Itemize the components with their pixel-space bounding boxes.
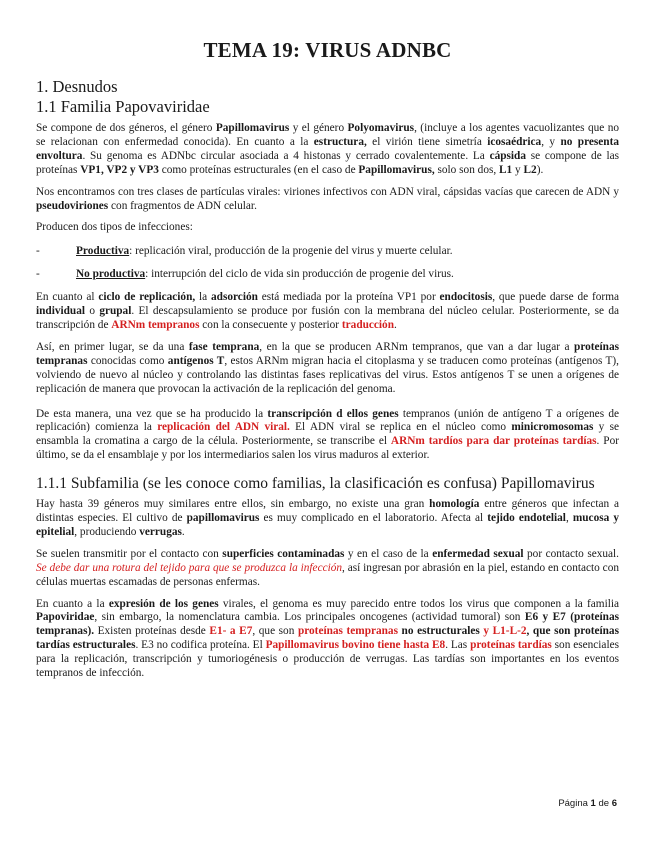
paragraph-transmission: Se suelen transmitir por el contacto con superficies contaminadas y en el caso de la enfermedad sexual por contacto sexual. Se debe dar una rotura del tejido para que se produzca la infección, así ingresan por abrasión en la piel, estando en contacto con células muertas escamadas de personas enfermas. [36, 547, 620, 588]
paragraph-particles: Nos encontramos con tres clases de partículas virales: viriones infectivos con ADN viral, cápsidas vacías que carecen de ADN y pseudoviriones con fragmentos de ADN celular. [36, 185, 619, 212]
page-footer: Página 1 de 6 [558, 798, 617, 809]
paragraph-dna-replication: De esta manera, una vez que se ha producido la transcripción d ellos genes tempranos (unión de antígeno T a orígenes de replicación) comienza la replicación del ADN viral. El ADN viral se replica en el núcleo como minicromosomas y se ensambla la cromatina a cargo de la célula. Posteriormente, se transcribe el ARNm tardíos para dar proteínas tardías. Por último, se da el ensamblaje y por los intermediarios salen los virus maduros al exterior. [36, 407, 619, 462]
list-item-no-productiva: - No productiva: interrupción del ciclo de vida sin producción de progenie del virus. [36, 268, 454, 281]
paragraph-early-phase: Así, en primer lugar, se da una fase temprana, en la que se producen ARNm tempranos, que van a dar lugar a proteínas tempranas conocidas como antígenos T, estos ARNm migran hacia el citoplasma y se traducen como proteínas (antígenos T), volviendo de nuevo al núcleo y controlando las distintas fases replicativas del virus. Estos antígenos T se unen a orígenes de replicación de manera que provocan la activación de la replicación del genoma. [36, 340, 620, 395]
page-number-total: 6 [611, 798, 617, 809]
paragraph-replication-cycle: En cuanto al ciclo de replicación, la adsorción está mediada por la proteína VP1 por endocitosis, que puede darse de forma individual o grupal. El descapsulamiento se produce por fusión con la membrana del núcleo celular. Posteriormente, se da transcripción de ARNm tempranos con la consecuente y posterior traducción. [36, 291, 620, 331]
paragraph-gene-expression: En cuanto a la expresión de los genes virales, el genoma es muy parecido entre todos los virus que componen a la familia Papoviridae, sin embargo, la nomenclatura cambia. Los principales oncogenes (actividad tumoral) son E6 y E7 (proteínas tempranas). Existen proteínas desde E1- a E7, que son proteínas tempranas no estructurales y L1-L-2, que son proteínas tardías estructurales. E3 no codifica proteína. El Papillomavirus bovino tiene hasta E8. Las proteínas tardías son esenciales para la replicación, transcripción y tumoriogénesis o producción de verrugas. Las tardías son importantes en los eventos tempranos de infección. [36, 597, 620, 680]
subsection-heading-papovaviridae: 1.1 Familia Papovaviridae [36, 97, 210, 116]
document-page [36, 38, 619, 689]
paragraph-papillomavirus-genera: Hay hasta 39 géneros muy similares entre ellos, sin embargo, no existe una gran homología entre géneros que infectan a distintas especies. El cultivo de papillomavirus es muy complicado en el laboratorio. Afecta al tejido endotelial, mucosa y epitelial, produciendo verrugas. [36, 498, 619, 538]
document-title: TEMA 19: VIRUS ADNBC [203, 38, 452, 62]
paragraph-infection-types: Producen dos tipos de infecciones: [36, 221, 193, 234]
list-item-productiva: - Productiva: replicación viral, producción de la progenie del virus y muerte celular. [36, 245, 453, 258]
paragraph-genera: Se compone de dos géneros, el género Papillomavirus y el género Polyomavirus, (incluye a los agentes vacuolizantes que no se relacionan con enfermedad conocida). En cuanto a la estructura, el virión tiene simetría icosaédrica, y no presenta envoltura. Su genoma es ADNbc circular asociada a 4 histonas y cerrado covalentemente. La cápsida se compone de las proteínas VP1, VP2 y VP3 como proteínas estructurales (en el caso de Papillomavirus, solo son dos, L1 y L2). [36, 122, 620, 176]
subsection-heading-papillomavirus: 1.1.1 Subfamilia (se les conoce como familias, la clasificación es confusa) Papillomavirus [36, 475, 595, 493]
page-number-current: 1 [590, 798, 596, 809]
section-heading-desnudos: 1. Desnudos [36, 77, 118, 96]
